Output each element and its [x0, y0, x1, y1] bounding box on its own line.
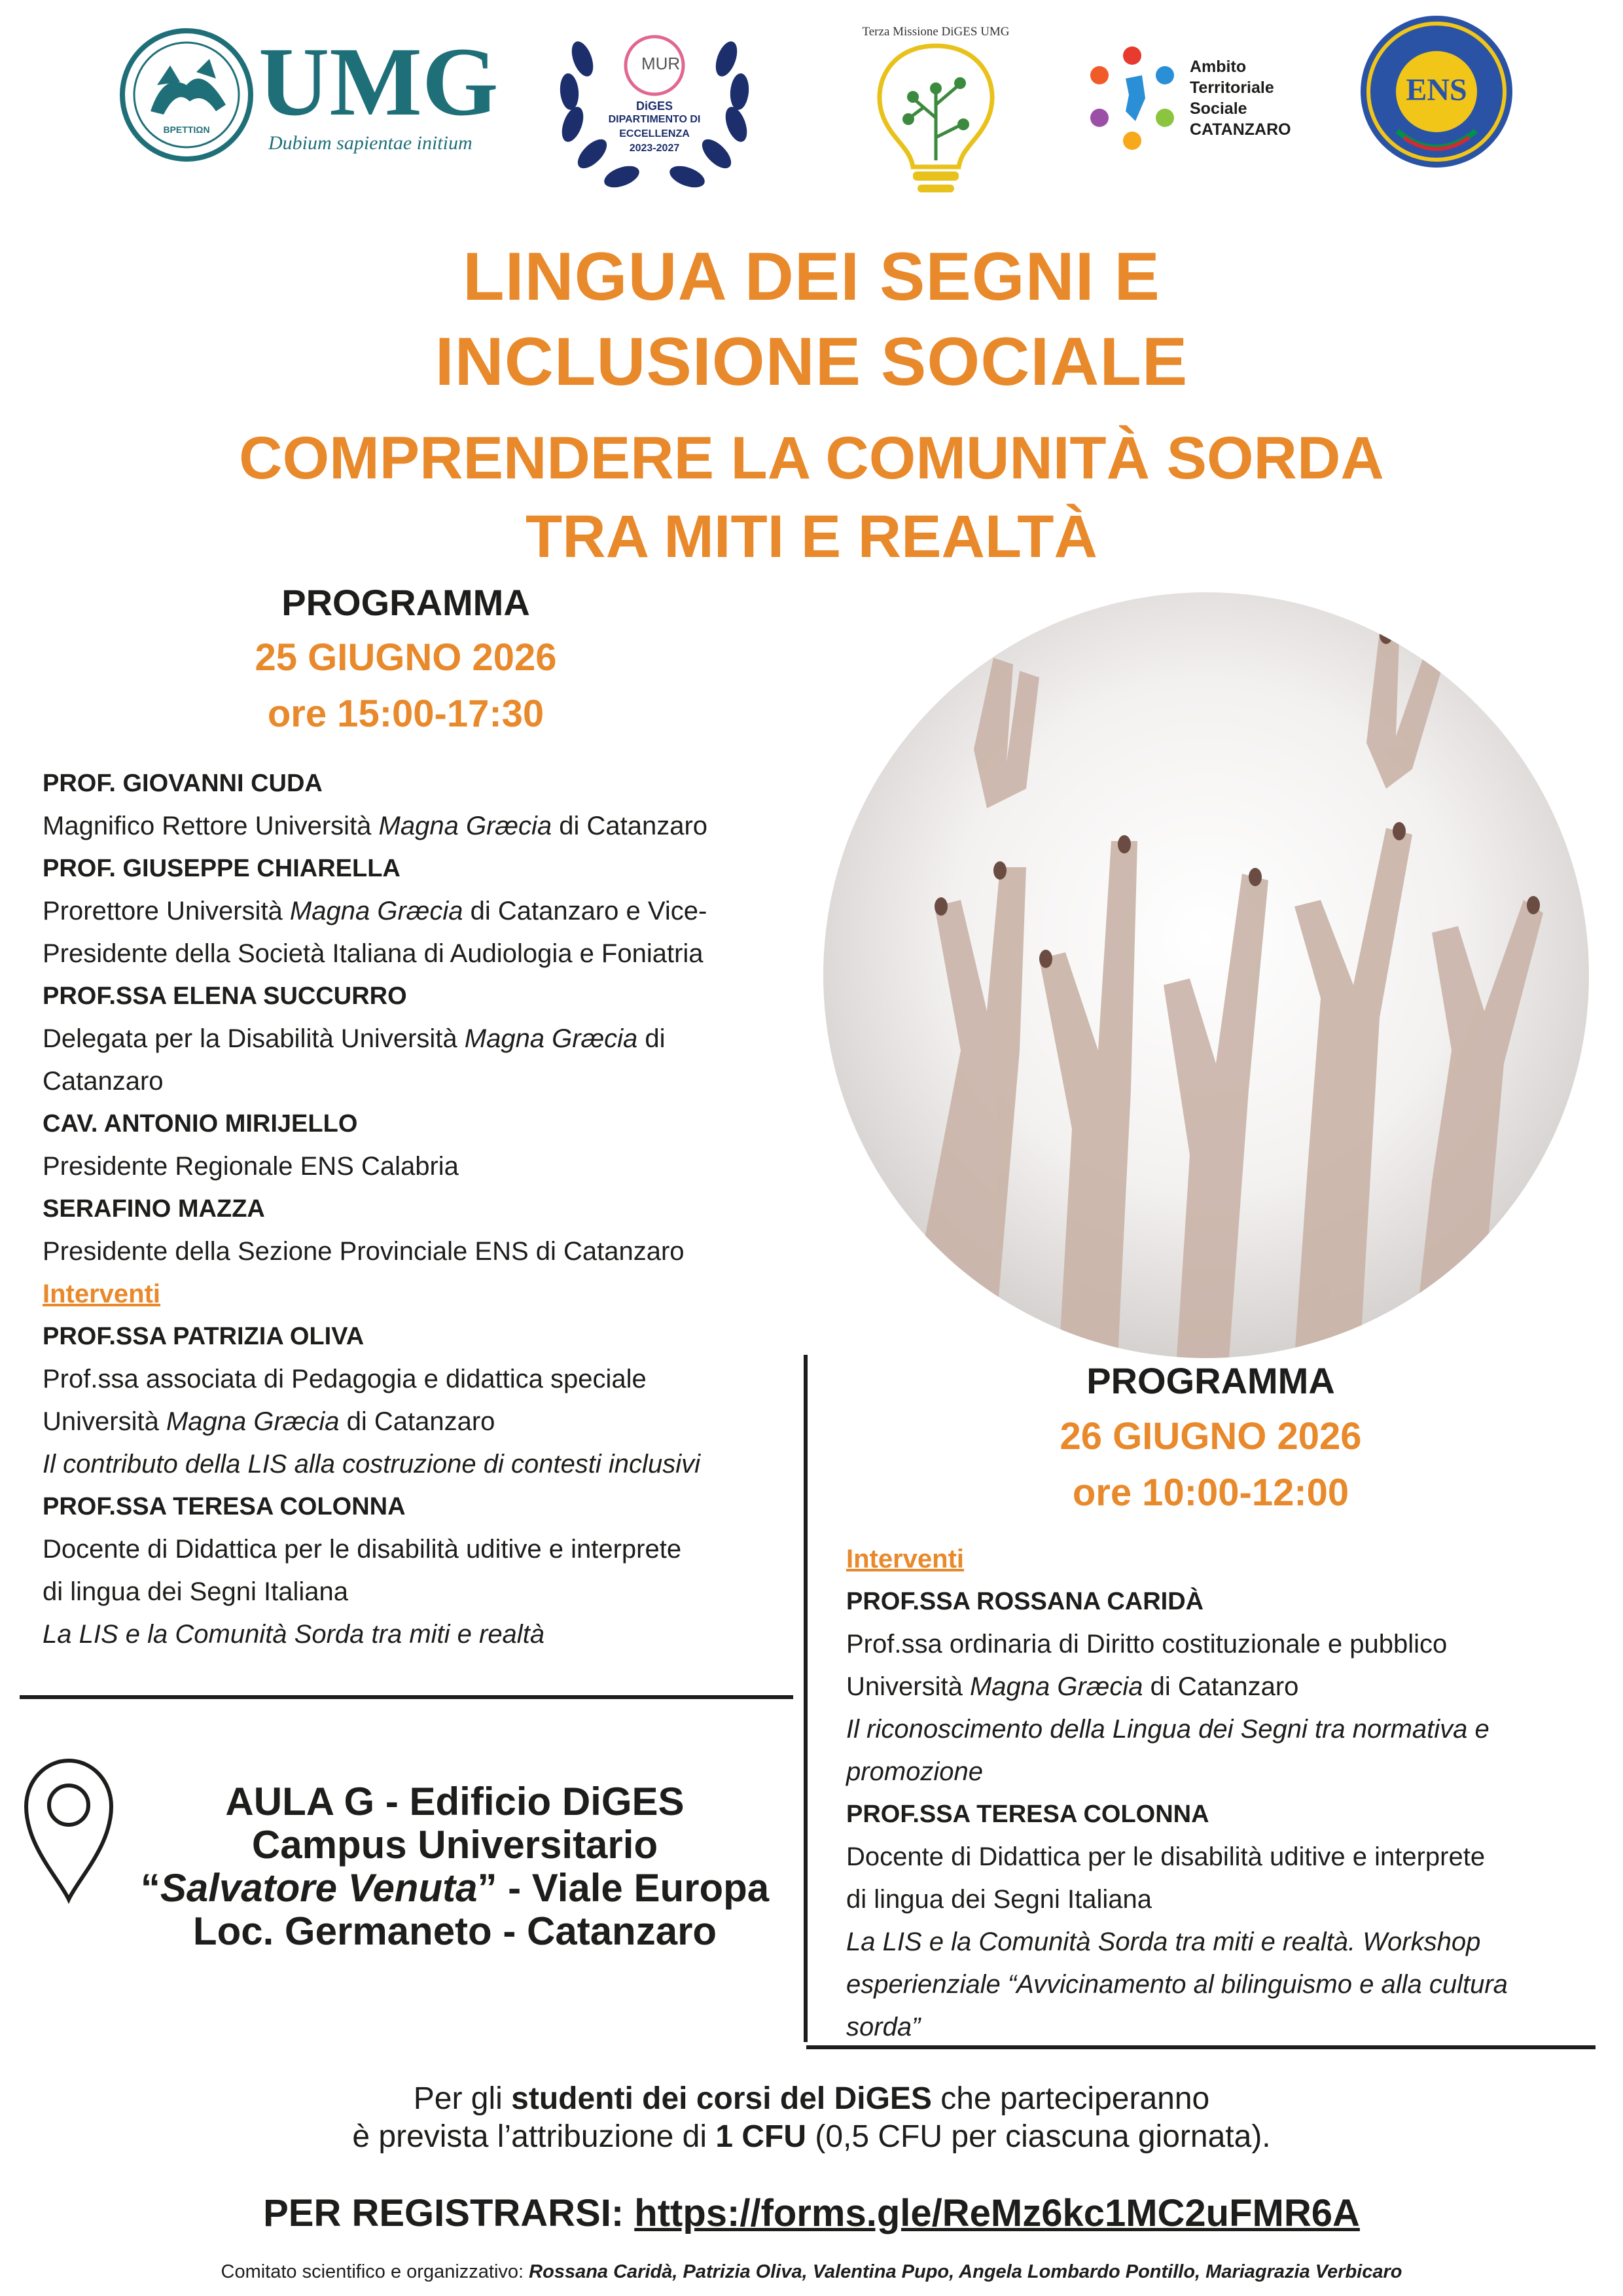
day1-heading: PROGRAMMA [281, 582, 530, 623]
title-line1: LINGUA DEI SEGNI E [463, 239, 1160, 315]
speaker-role: Delegata per la Disabilità Università Magna Græcia di [43, 1024, 666, 1053]
speaker-role: Prof.ssa ordinaria di Diritto costituzionale e pubblico [846, 1630, 1448, 1659]
umg-seal-text: BPETTIΩN [163, 124, 210, 135]
ens-label: ENS [1406, 73, 1467, 107]
logo-diges-excellence [543, 20, 766, 196]
subtitle-line1: COMPRENDERE LA COMUNITÀ SORDA [239, 425, 1384, 492]
committee-label: Comitato scientifico e organizzativo: [221, 2261, 529, 2282]
talk-title: Il contributo della LIS alla costruzione di contesti inclusivi [43, 1450, 700, 1479]
speaker-name: PROF.SSA TERESA COLONNA [846, 1801, 1209, 1828]
day2-date: 26 GIUGNO 2026 [1060, 1415, 1362, 1458]
umg-motto: Dubium sapientae initium [268, 132, 473, 154]
speaker-name: PROF. GIUSEPPE CHIARELLA [43, 855, 401, 882]
day1-programme [43, 762, 821, 1656]
ambito-line3: Sociale [1190, 99, 1247, 118]
diges-years-label: 2023-2027 [629, 143, 680, 154]
day2-time: ore 10:00-12:00 [1072, 1471, 1349, 1514]
talk-title: La LIS e la Comunità Sorda tra miti e realtà. Workshop [846, 1928, 1481, 1956]
ambito-line1: Ambito [1190, 58, 1247, 76]
vertical-divider [804, 1355, 808, 2042]
day1-date: 25 GIUGNO 2026 [255, 636, 557, 679]
speaker-role-cont: di lingua dei Segni Italiana [43, 1577, 349, 1606]
registration [0, 2191, 1623, 2235]
speaker-affiliation: Università Magna Græcia di Catanzaro [43, 1407, 495, 1436]
talk-title: La LIS e la Comunità Sorda tra miti e realtà [43, 1620, 545, 1649]
ambito-line4: CATANZARO [1190, 120, 1291, 139]
talk-title: Il riconoscimento della Lingua dei Segni tra normativa e [846, 1715, 1489, 1744]
speaker-role-cont: Catanzaro [43, 1067, 164, 1096]
umg-wordmark: UMG [259, 27, 499, 136]
speaker-role-cont: Presidente della Società Italiana di Audiologia e Foniatria [43, 939, 704, 968]
day2-programme [846, 1538, 1592, 2049]
speaker-role: Docente di Didattica per le disabilità uditive e interprete [846, 1842, 1486, 1871]
venue-room: AULA G - Edificio DiGES [225, 1780, 685, 1823]
speaker-affiliation: Università Magna Græcia di Catanzaro [846, 1672, 1299, 1701]
title-line2: INCLUSIONE SOCIALE [435, 324, 1188, 400]
speaker-role: Magnifico Rettore Università Magna Græcia di Catanzaro [43, 812, 708, 840]
talk-title-cont: promozione [846, 1757, 984, 1786]
interventi-heading: Interventi [43, 1280, 161, 1308]
day1-header [170, 576, 641, 742]
speaker-name: PROF. GIOVANNI CUDA [43, 770, 323, 797]
venue-locality: Loc. Germaneto - Catanzaro [192, 1909, 717, 1953]
diges-excellence-label: ECCELLENZA [619, 128, 690, 139]
people-circle-icon [1080, 39, 1185, 157]
speaker-name: PROF.SSA PATRIZIA OLIVA [43, 1323, 365, 1350]
venue-campus: Campus Universitario [251, 1823, 658, 1867]
map-pin-icon [20, 1754, 118, 1905]
registration-link[interactable]: https://forms.gle/ReMz6kc1MC2uFMR6A [634, 2192, 1360, 2234]
committee-footer [0, 2261, 1623, 2283]
venue-street: “Salvatore Venuta” - Viale Europa [140, 1866, 770, 1910]
terza-missione-label: Terza Missione DiGES UMG [862, 25, 1010, 39]
venue-address [124, 1780, 785, 1953]
speaker-role: Prof.ssa associata di Pedagogia e didattica speciale [43, 1365, 647, 1393]
raised-hands-illustration [823, 592, 1589, 1358]
speaker-name: CAV. ANTONIO MIRIJELLO [43, 1110, 358, 1138]
speaker-role: Prorettore Università Magna Græcia di Catanzaro e Vice- [43, 897, 707, 925]
credits-note [0, 2080, 1623, 2156]
speaker-role: Presidente della Sezione Provinciale ENS di Catanzaro [43, 1237, 685, 1266]
umg-seal-icon [118, 26, 255, 164]
event-title [0, 234, 1623, 404]
logo-ens [1358, 13, 1515, 170]
speaker-name: PROF.SSA TERESA COLONNA [43, 1493, 406, 1520]
credits-line1: Per gli studenti dei corsi del DiGES che parteciperanno [413, 2081, 1210, 2116]
logo-ambito-territoriale [1080, 39, 1329, 170]
credits-line2: è prevista l’attribuzione di 1 CFU (0,5 CFU per ciascuna giornata). [352, 2119, 1271, 2154]
lightbulb-icon [851, 20, 1021, 203]
speaker-name: SERAFINO MAZZA [43, 1195, 265, 1223]
logo-umg [118, 26, 499, 157]
diges-label: DiGES [635, 99, 673, 113]
event-subtitle [0, 419, 1623, 576]
speaker-name: PROF.SSA ROSSANA CARIDÀ [846, 1588, 1204, 1615]
talk-title-cont: esperienziale “Avvicinamento al bilinguismo e alla cultura [846, 1970, 1508, 1999]
mur-label: MUR [641, 54, 681, 73]
diges-dept-label: DIPARTIMENTO DI [608, 114, 701, 125]
hands-photo [823, 592, 1589, 1358]
left-divider [20, 1695, 793, 1699]
logo-terza-missione [851, 20, 1021, 203]
day2-heading: PROGRAMMA [1086, 1360, 1335, 1401]
day1-time: ore 15:00-17:30 [267, 692, 544, 735]
interventi-heading: Interventi [846, 1545, 965, 1573]
speaker-role-cont: di lingua dei Segni Italiana [846, 1885, 1152, 1914]
ambito-line2: Territoriale [1190, 79, 1274, 97]
day2-header [851, 1354, 1571, 1521]
speaker-name: PROF.SSA ELENA SUCCURRO [43, 982, 407, 1010]
committee-names: Rossana Caridà, Patrizia Oliva, Valentina Pupo, Angela Lombardo Pontillo, Mariagrazia Verbicaro [529, 2261, 1402, 2282]
speaker-role: Docente di Didattica per le disabilità uditive e interprete [43, 1535, 682, 1564]
talk-title-cont: sorda” [846, 2013, 921, 2041]
speaker-role: Presidente Regionale ENS Calabria [43, 1152, 459, 1181]
registration-label: PER REGISTRARSI: [263, 2192, 635, 2234]
subtitle-line2: TRA MITI E REALTÀ [526, 503, 1097, 570]
